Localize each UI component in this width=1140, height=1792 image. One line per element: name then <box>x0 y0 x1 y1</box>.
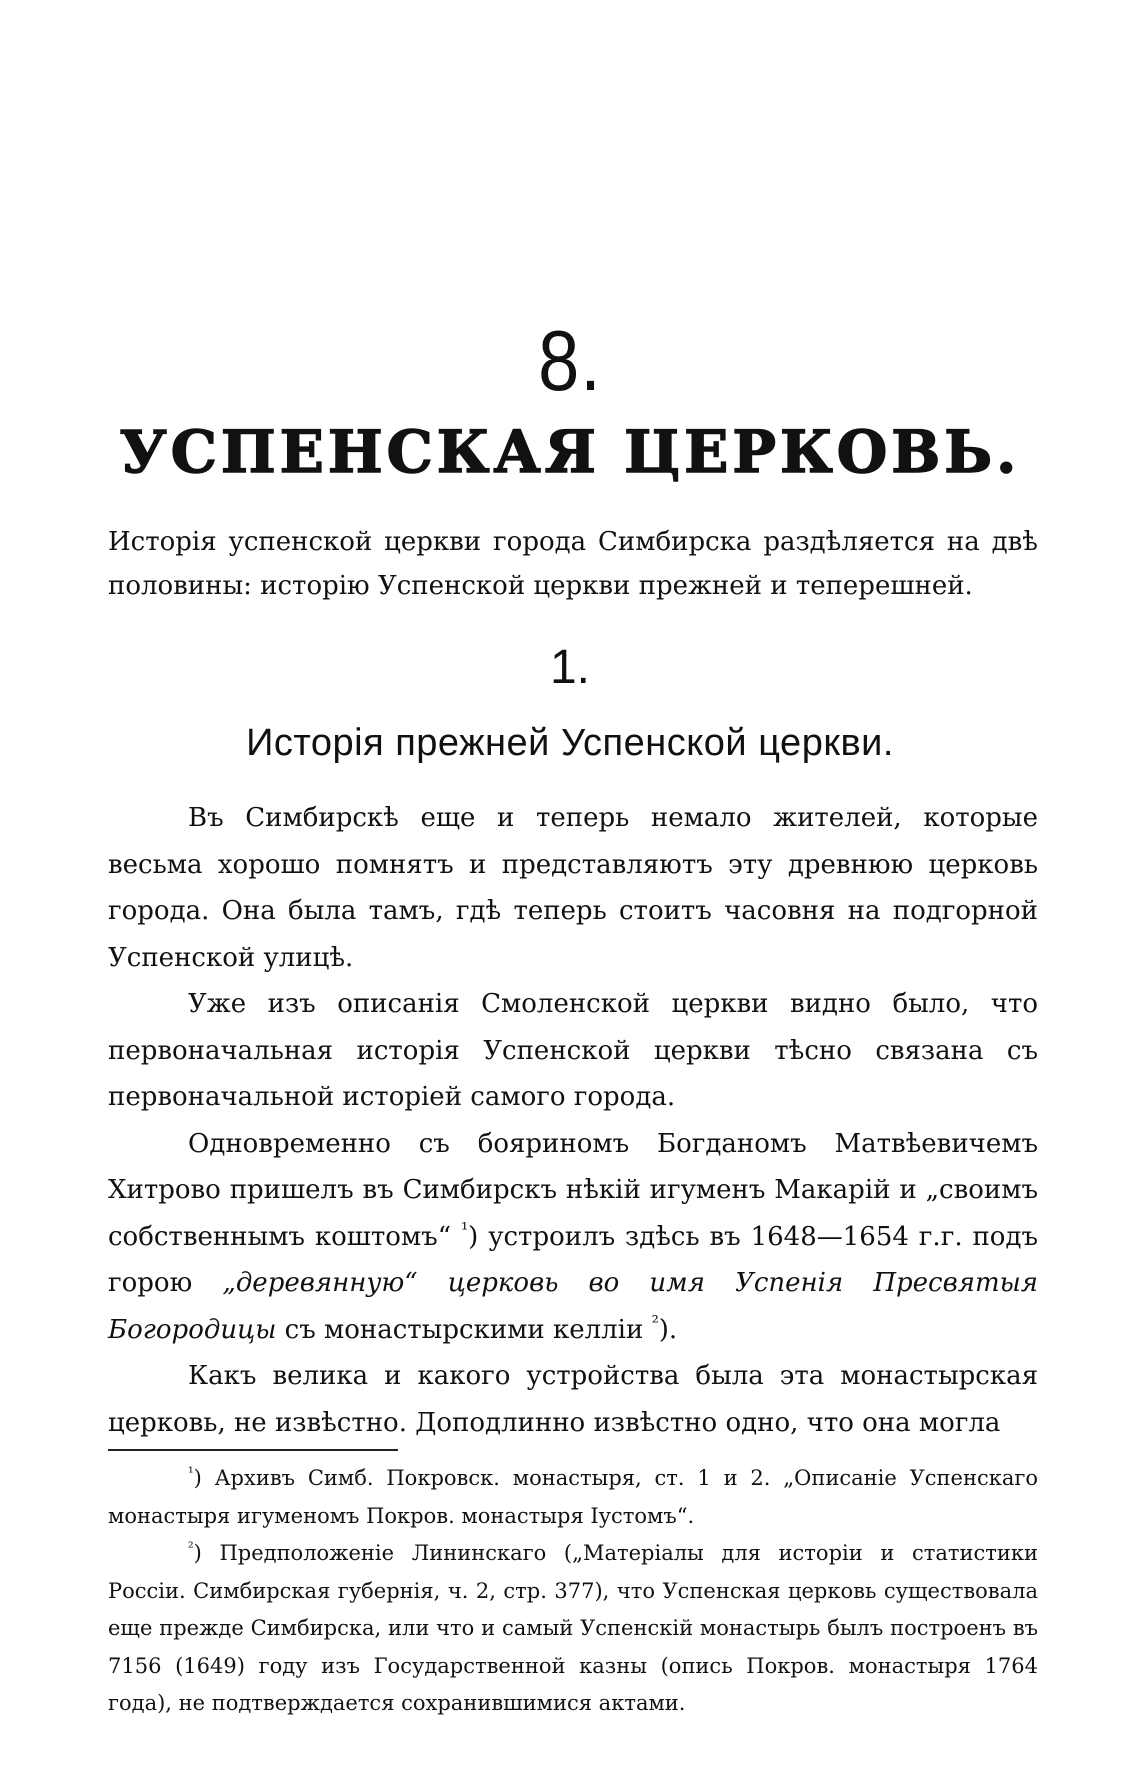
paragraph-3-text-d: ). <box>658 1314 678 1345</box>
paragraph-3-italic: „деревянную“ церковь во имя Успенія Пресвятыя Богородицы <box>108 1268 1038 1345</box>
footnotes <box>108 1460 1038 1723</box>
footnote-divider <box>108 1449 398 1451</box>
section-title: Исторія прежней Успенской церкви. <box>246 722 894 764</box>
footnote-1 <box>108 1460 1038 1535</box>
chapter-title: УСПЕНСКАЯ ЦЕРКОВЬ. <box>119 418 1021 486</box>
footnote-1-text: ) Архивъ Симб. Покровск. монастыря, ст. 1 и 2. „Описаніе Успенскаго монастыря игуменомъ Покров. монастыря Іустомъ“. <box>108 1466 1038 1528</box>
paragraph-3-text-b: ) устроилъ здѣсь въ 1648—1654 г.г. подъ горою <box>108 1221 1039 1298</box>
footnote-2-marker: ² <box>188 1540 194 1556</box>
intro-paragraph: Исторія успенской церкви города Симбирска раздѣляется на двѣ половины: исторію Успенской церкви прежней и теперешней. <box>108 527 1038 601</box>
body-paragraph-2: Уже изъ описанія Смоленской церкви видно было, что первоначальная исторія Успенской церкви тѣсно связана съ первоначальной исторіей самого города. <box>108 989 1038 1112</box>
body-paragraph-1: Въ Симбирскѣ еще и теперь немало жителей, которые весьма хорошо помнятъ и представляютъ эту древнюю церковь города. Она была тамъ, гдѣ теперь стоитъ часовня на подгорной Успенской улицѣ. <box>108 803 1038 973</box>
body-text <box>108 795 1038 1446</box>
footnote-2 <box>108 1535 1038 1723</box>
footnote-ref-1: ¹ <box>460 1218 469 1240</box>
footnote-2-text: ) Предположеніе Лининскаго („Матеріалы для исторіи и статистики Россіи. Симбирская губернія, ч. 2, стр. 377), что Успенская церковь существовала еще прежде Симбирска, или что и самый Успенскій монастырь былъ построенъ въ 7156 (1649) году изъ Государственной казны (опись Покров. монастыря 1764 года), не подтверждается сохранившимися актами. <box>108 1541 1038 1715</box>
footnote-ref-2: ² <box>651 1311 659 1333</box>
chapter-number: 8. <box>538 312 602 409</box>
body-paragraph-4: Какъ велика и какого устройства была эта монастырская церковь, не извѣстно. Доподлинно извѣстно одно, что она могла <box>108 1361 1038 1438</box>
footnote-1-marker: ¹ <box>188 1465 194 1481</box>
paragraph-3-text-c: съ монастырскими келліи <box>284 1314 644 1345</box>
paragraph-3-text-a: Одновременно съ бояриномъ Богданомъ Матвѣевичемъ Хитрово пришелъ въ Симбирскъ нѣкій игуменъ Макарій и „своимъ собственнымъ коштомъ“ <box>108 1128 1038 1252</box>
section-number: 1. <box>549 641 591 694</box>
body-paragraph-3 <box>108 1121 1038 1354</box>
